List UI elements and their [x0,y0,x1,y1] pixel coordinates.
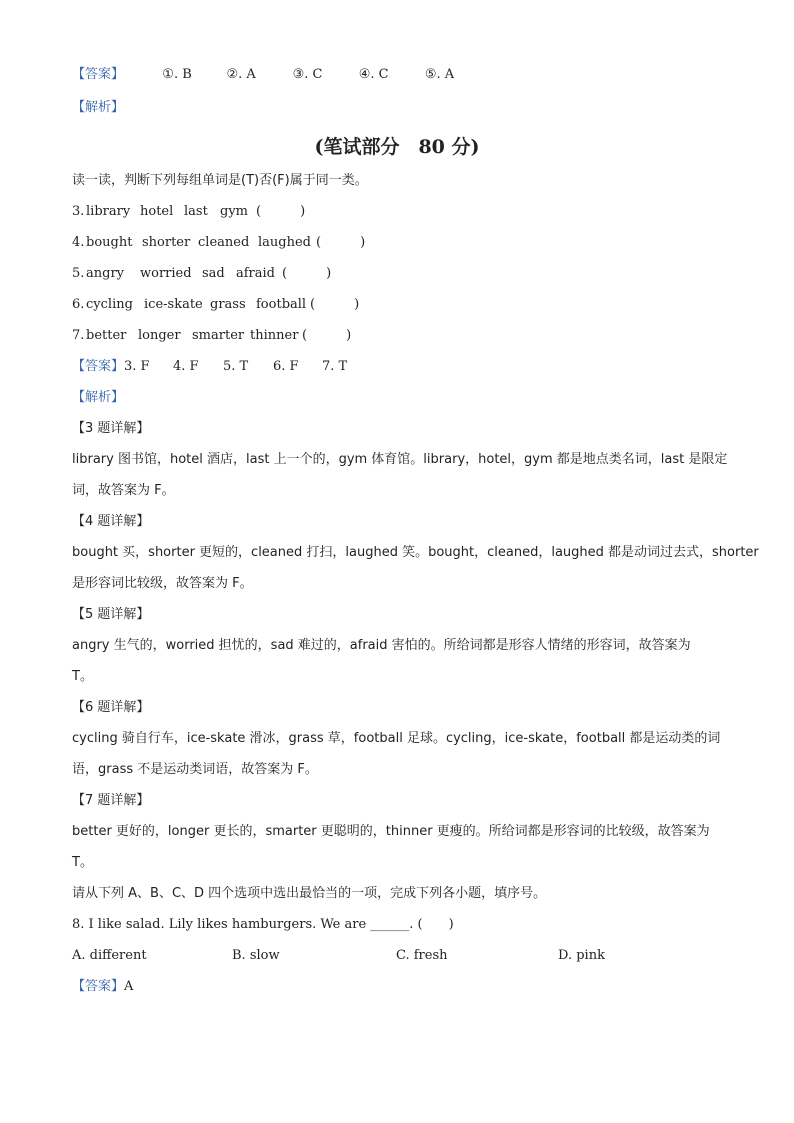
answer-item: 3. F [124,359,150,374]
detail-text: T。 [72,669,93,684]
option-b: B. slow [232,948,280,963]
detail-text: library 图书馆，hotel 酒店，last 上一个的，gym 体育馆。library，hotel，gym 都是地点类名词，last 是限定 [72,452,728,467]
word: hotel [140,204,174,219]
detail-text: 语，grass 不是运动类词语，故答案为 F。 [72,762,318,777]
detail-title: 【3 题详解】 [72,421,150,436]
detail-title: 【5 题详解】 [72,607,150,622]
answer-tag: 【答案】 [72,359,125,374]
detail-text: T。 [72,855,93,870]
word: last [184,204,208,219]
question-row [72,234,365,252]
word: cycling [86,297,133,312]
word: afraid [236,266,276,281]
answer-item: 5. T [223,359,249,374]
question-row [72,296,359,314]
word: grass [210,297,246,312]
question-row [72,265,331,283]
detail-title: 【4 题详解】 [72,514,150,529]
detail-text: better 更好的，longer 更长的，smarter 更聪明的，thinner 更瘦的。所给词都是形容词的比较级，故答案为 [72,824,710,839]
answer-bracket: ( ) [310,297,360,312]
word: smarter [192,328,245,343]
answer-item: ①. B [162,67,192,82]
word: football [256,297,307,312]
answer-bracket: ( ) [316,235,366,250]
answer-item: 4. F [173,359,199,374]
answer-bracket: ( ) [302,328,352,343]
option-a: A. different [72,948,147,963]
answer-item: ③. C [292,67,323,82]
section-heading: (笔试部分 80 分) [314,136,480,158]
part1-answer-row [72,358,362,376]
detail-title: 【7 题详解】 [72,793,150,808]
detail-title: 【6 题详解】 [72,700,150,715]
option-c: C. fresh [396,948,448,963]
answer-bracket: ( ) [282,266,332,281]
answer-item: ②. A [226,67,256,82]
word: cleaned [198,235,250,250]
answer-tag: 【答案】 [72,67,125,82]
question-row [72,203,305,221]
analysis-tag: 【解析】 [72,100,125,115]
question-number: 5. [72,266,85,281]
word: longer [138,328,181,343]
option-d: D. pink [558,948,605,963]
question-number: 3. [72,204,85,219]
word: shorter [142,235,191,250]
word: bought [86,235,133,250]
detail-text: bought 买，shorter 更短的，cleaned 打扫，laughed 笑。bought，cleaned，laughed 都是动词过去式，shorter [72,545,759,560]
detail-text: cycling 骑自行车，ice-skate 滑冰，grass 草，football 足球。cycling，ice-skate，football 都是运动类的词 [72,731,721,746]
word: sad [202,266,225,281]
detail-text: 词，故答案为 F。 [72,483,175,498]
answer-item: 7. T [322,359,348,374]
question-number: 7. [72,328,85,343]
question-number: 6. [72,297,85,312]
listening-answer-row [72,66,485,84]
word: laughed [258,235,311,250]
word: angry [86,266,125,281]
detail-text: angry 生气的，worried 担忧的，sad 难过的，afraid 害怕的。所给词都是形容人情绪的形容词，故答案为 [72,638,691,653]
analysis-tag: 【解析】 [72,390,125,405]
answer-item: ④. C [358,67,389,82]
answer-bracket: ( ) [256,204,306,219]
question-row [72,327,351,345]
word: gym [220,204,248,219]
word: library [86,204,131,219]
word: worried [140,266,192,281]
word: ice-skate [144,297,203,312]
answer-item: ⑤. A [424,67,455,82]
answer-item: 6. F [273,359,299,374]
question-number: 4. [72,235,85,250]
options-row [72,947,722,965]
answer-tag: 【答案】 [72,979,125,994]
word: better [86,328,127,343]
answer-item: A [124,979,134,994]
part1-instruction: 读一读，判断下列每组单词是(T)否(F)属于同一类。 [72,173,368,188]
part2-instruction: 请从下列 A、B、C、D 四个选项中选出最恰当的一项，完成下列各小题，填序号。 [72,886,547,901]
part2-answer-row [72,978,133,996]
word: thinner [250,328,299,343]
detail-text: 是形容词比较级，故答案为 F。 [72,576,253,591]
question-8: 8. I like salad. Lily likes hamburgers. We are ______. ( ) [72,917,454,932]
